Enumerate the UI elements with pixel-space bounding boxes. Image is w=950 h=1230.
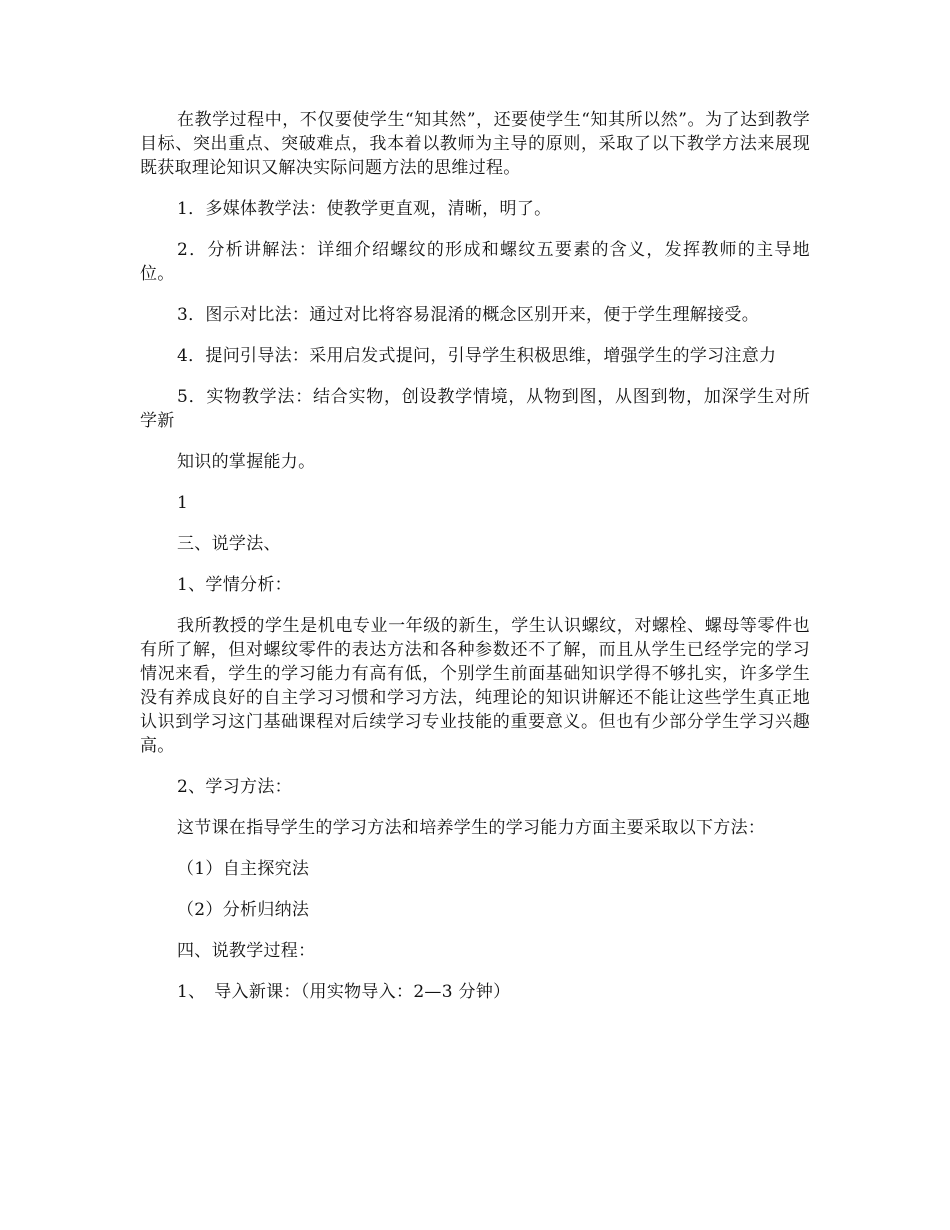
paragraph-method-multimedia: 1．多媒体教学法：使教学更直观，清晰，明了。	[177, 199, 552, 219]
subheading-introduce-lesson: 1、 导入新课：（用实物导入：2—3 分钟）	[177, 982, 511, 1002]
page-number-marker: 1	[177, 493, 189, 513]
paragraph-method-analysis: 2．分析讲解法：详细介绍螺纹的形成和螺纹五要素的含义，发挥教师的主导地位。	[140, 240, 810, 284]
list-item-self-inquiry: （1）自主探究法	[177, 859, 310, 879]
subheading-student-analysis: 1、学情分析：	[177, 575, 292, 595]
paragraph-learning-methods-intro: 这节课在指导学生的学习方法和培养学生的学习能力方面主要采取以下方法：	[177, 818, 766, 838]
section-heading-learning-methods: 三、说学法、	[177, 534, 281, 554]
paragraph-teaching-intro: 在教学过程中，不仅要使学生“知其然”，还要使学生“知其所以然”。为了达到教学目标、突出重点、突破难点，我本着以教师为主导的原则，采取了以下教学方法来展现既获取理论知识又解决实际问题方法的思维过程。	[140, 110, 810, 178]
paragraph-method-objects: 5．实物教学法：结合实物，创设教学情境，从物到图，从图到物，加深学生对所学新	[140, 387, 810, 431]
document-body	[140, 108, 810, 1004]
list-item-analysis-induction: （2）分析归纳法	[177, 900, 310, 920]
paragraph-method-questioning: 4．提问引导法：采用启发式提问，引导学生积极思维，增强学生的学习注意力	[177, 346, 777, 366]
section-heading-teaching-process: 四、说教学过程：	[177, 941, 316, 961]
paragraph-method-objects-continued: 知识的掌握能力。	[177, 452, 316, 472]
paragraph-student-analysis: 我所教授的学生是机电专业一年级的新生，学生认识螺纹，对螺栓、螺母等零件也有所了解，但对螺纹零件的表达方法和各种参数还不了解，而且从学生已经学完的学习情况来看，学生的学习能力有高有低，个别学生前面基础知识学得不够扎实，许多学生没有养成良好的自主学习习惯和学习方法，纯理论的知识讲解还不能让这些学生真正地认识到学习这门基础课程对后续学习专业技能的重要意义。但也有少部分学生学习兴趣高。	[140, 616, 810, 756]
subheading-learning-methods: 2、学习方法：	[177, 777, 292, 797]
paragraph-method-comparison: 3．图示对比法：通过对比将容易混淆的概念区别开来，便于学生理解接受。	[177, 305, 760, 325]
